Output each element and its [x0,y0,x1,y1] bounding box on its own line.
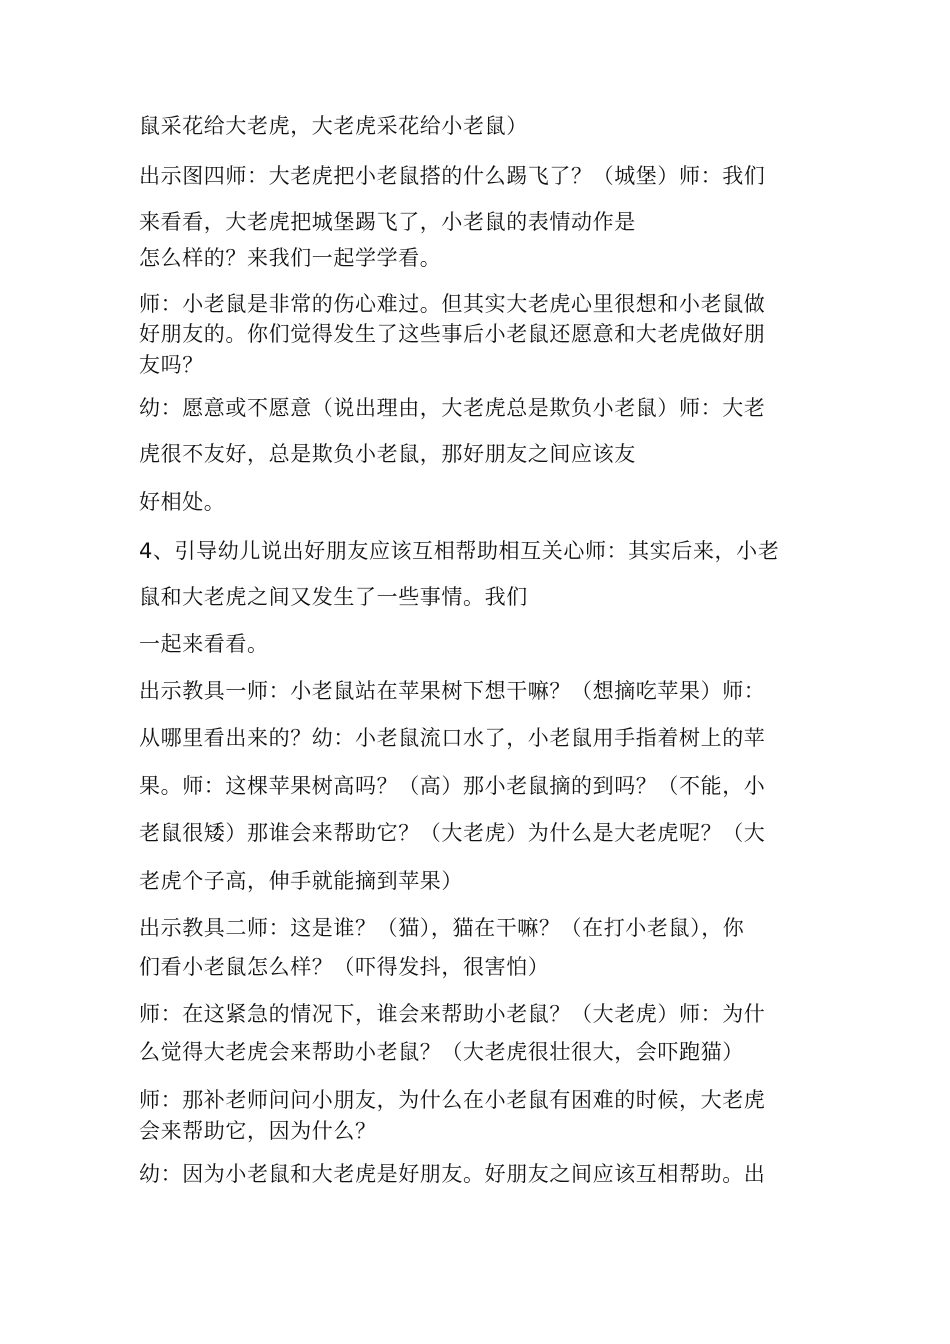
text-line: 怎么样的？来我们一起学学看。 [139,246,442,270]
text-line: 友吗？ [139,353,204,377]
text-line: 好朋友的。你们觉得发生了这些事后小老鼠还愿意和大老虎做好朋 [139,322,766,346]
text-line: 好相处。 [139,490,226,514]
text-line: 幼：因为小老鼠和大老虎是好朋友。好朋友之间应该互相帮助。出 [139,1162,766,1186]
text-line: 们看小老鼠怎么样？（吓得发抖，很害怕） [139,955,550,979]
text-line: 出示图四师：大老虎把小老鼠搭的什么踢飞了？（城堡）师：我们 [139,164,766,188]
text-line: 4、引导幼儿说出好朋友应该互相帮助相互关心师：其实后来，小老 [139,539,780,563]
text-line: 师：在这紧急的情况下，谁会来帮助小老鼠？（大老虎）师：为什 [139,1002,766,1026]
text-line: 来看看，大老虎把城堡踢飞了，小老鼠的表情动作是 [139,210,636,234]
text-line: 出示教具二师：这是谁？（猫），猫在干嘛？（在打小老鼠），你 [139,916,745,940]
text-line: 果。师：这棵苹果树高吗？（高）那小老鼠摘的到吗？（不能，小 [139,774,766,798]
text-line: 鼠采花给大老虎，大老虎采花给小老鼠） [139,114,528,138]
text-line: 老虎个子高，伸手就能摘到苹果） [139,869,463,893]
text-line: 老鼠很矮）那谁会来帮助它？（大老虎）为什么是大老虎呢？（大 [139,821,766,845]
text-line: 虎很不友好，总是欺负小老鼠，那好朋友之间应该友 [139,442,636,466]
text-line: 出示教具一师：小老鼠站在苹果树下想干嘛？（想摘吃苹果）师： [139,679,766,703]
text-line: 么觉得大老虎会来帮助小老鼠？（大老虎很壮很大，会吓跑猫） [139,1040,744,1064]
text-line: 会来帮助它，因为什么？ [139,1119,377,1143]
text-line: 鼠和大老虎之间又发生了一些事情。我们 [139,585,528,609]
text-line: 师：那补老师问问小朋友，为什么在小老鼠有困难的时候，大老虎 [139,1088,766,1112]
text-line: 师：小老鼠是非常的伤心难过。但其实大老虎心里很想和小老鼠做 [139,292,766,316]
text-line: 幼：愿意或不愿意（说出理由，大老虎总是欺负小老鼠）师：大老 [139,396,766,420]
text-line: 从哪里看出来的？幼：小老鼠流口水了，小老鼠用手指着树上的苹 [139,726,766,750]
text-line: 一起来看看。 [139,632,269,656]
